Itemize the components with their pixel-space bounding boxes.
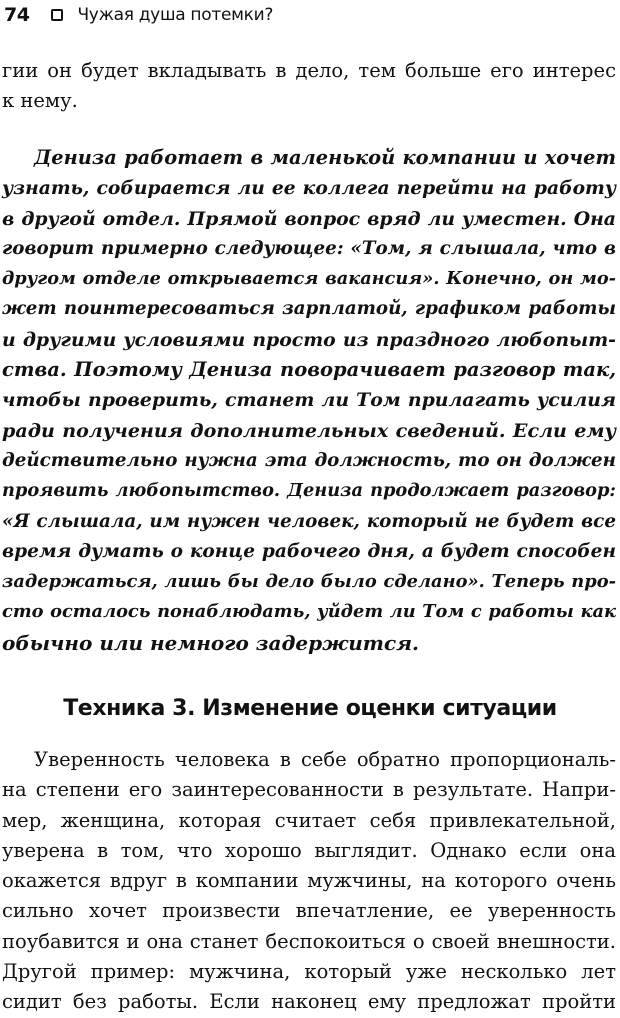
text-line: и другими условиями просто из праздного любопыт- bbox=[2, 328, 616, 351]
text-line: другом отделе открывается вакансия». Конечно, он мо- bbox=[2, 268, 616, 290]
running-header bbox=[4, 0, 273, 30]
text-line: задержаться, лишь бы дело было сделано». Теперь про- bbox=[2, 571, 616, 593]
text-line: жет поинтересоваться зарплатой, графиком работы bbox=[2, 298, 616, 320]
text-line: ради получения дополнительных сведений. Если ему bbox=[2, 418, 616, 442]
text-line: поубавится и она станет беспокоиться о своей внешности. bbox=[2, 929, 616, 953]
running-title: Чужая душа потемки? bbox=[77, 5, 274, 25]
text-line: чтобы проверить, станет ли Том прилагать усилия bbox=[2, 389, 616, 412]
text-line: говорит примерно следующее: «Том, я слышала, что в bbox=[2, 237, 616, 259]
text-line: мер, женщина, которая считает себя привлекательной, bbox=[2, 808, 616, 832]
body-paragraph bbox=[2, 745, 616, 1018]
example-paragraph bbox=[2, 143, 616, 658]
text-line: узнать, собирается ли ее коллега перейти на работу bbox=[2, 177, 616, 200]
square-bullet-icon bbox=[51, 9, 63, 21]
section-heading: Техника 3. Изменение оценки ситуации bbox=[63, 696, 557, 721]
text-line: проявить любопытство. Дениза продолжает разговор: bbox=[2, 480, 616, 502]
text-line: время думать о конце рабочего дня, а будет способен bbox=[2, 540, 616, 562]
text-line: гии он будет вкладывать в дело, тем больше его интерес bbox=[2, 59, 616, 82]
text-line: Уверенность человека в себе обратно пропорциональ- bbox=[34, 748, 616, 771]
text-line: Дениза работает в маленькой компании и хочет bbox=[34, 146, 616, 169]
text-line: сильно хочет произвести впечатление, ее уверенность bbox=[2, 899, 616, 923]
text-line: сто осталось понаблюдать, уйдет ли Том с работы как bbox=[2, 601, 616, 623]
page-number: 74 bbox=[4, 4, 30, 26]
text-line: ства. Поэтому Дениза поворачивает разговор так, bbox=[2, 358, 616, 382]
text-line: окажется вдруг в компании мужчины, на которого очень bbox=[2, 869, 616, 893]
text-line: «Я слышала, им нужен человек, который не будет все bbox=[2, 510, 616, 532]
text-line: уверена в том, что хорошо выглядит. Однако если она bbox=[2, 838, 616, 862]
intro-paragraph bbox=[2, 56, 616, 117]
text-line: к нему. bbox=[2, 89, 78, 113]
text-line: в другой отдел. Прямой вопрос вряд ли уместен. Она bbox=[2, 207, 616, 230]
text-line: действительно нужна эта должность, то он должен bbox=[2, 449, 616, 471]
text-line: на степени его заинтересованности в результате. Напри- bbox=[2, 778, 616, 802]
text-line: сидит без работы. Если наконец ему предложат пройти bbox=[2, 990, 616, 1014]
text-line: Другой пример: мужчина, который уже несколько лет bbox=[2, 960, 616, 984]
text-line: обычно или немного задержится. bbox=[2, 630, 420, 655]
